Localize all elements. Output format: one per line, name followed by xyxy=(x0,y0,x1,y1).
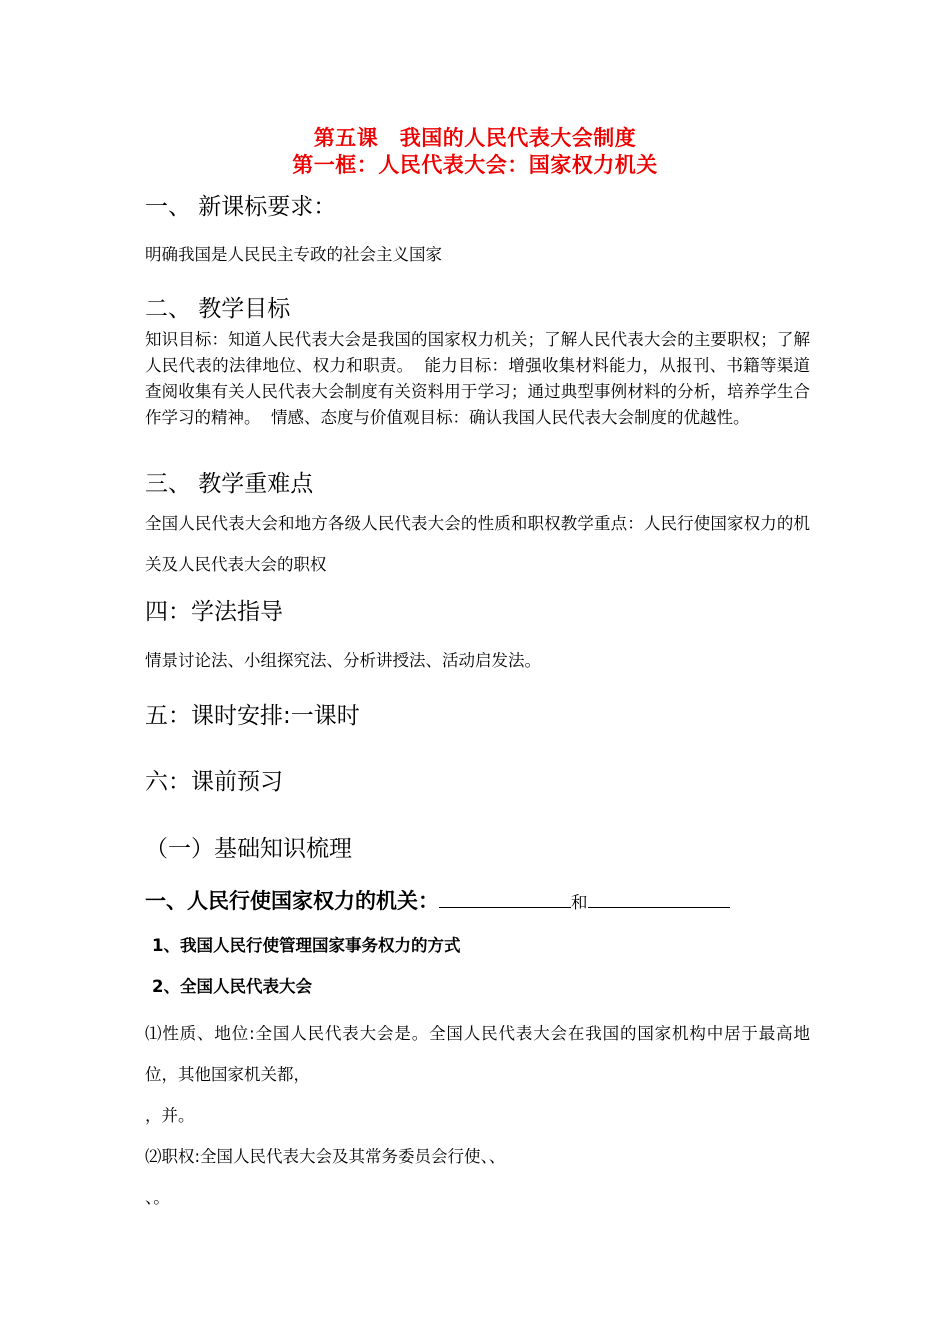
point-2: 2、全国人民代表大会 xyxy=(152,977,312,996)
section-title: 第一框：人民代表大会：国家权力机关 xyxy=(292,152,658,177)
period: 。 xyxy=(153,1188,170,1207)
curriculum-requirements-text: 明确我国是人民民主专政的社会主义国家 xyxy=(145,245,442,264)
fill-in-power-organs xyxy=(145,885,730,915)
lesson-title: 第五课 我国的人民代表大会制度 xyxy=(313,125,637,150)
separator: 、 xyxy=(488,1147,506,1166)
heading-teaching-objectives: 二、 教学目标 xyxy=(145,296,291,322)
period: 。 xyxy=(178,1106,195,1125)
blank-field[interactable] xyxy=(439,890,571,908)
heading-key-points: 三、 教学重难点 xyxy=(145,471,314,497)
ability-objective: 能力目标：增强收集材料能力，从报刊、书籍等渠道查阅收集有关人民代表大会制度有关资料用于学习；通过典型事例材料的分析，培养学生合作学习的精神。 xyxy=(145,356,811,427)
teaching-objectives-text xyxy=(145,327,810,431)
power-organs-label: 一、人民行使国家权力的机关： xyxy=(145,889,439,913)
heading-curriculum-requirements: 一、 新课标要求： xyxy=(145,194,337,220)
point-1: 1、我国人民行使管理国家事务权力的方式 xyxy=(152,936,461,955)
separator: 、 xyxy=(145,1188,154,1207)
blank-field[interactable] xyxy=(588,890,730,908)
nature-status-middle: 。全国人民代表大会在我国的国家机构中居于最高地位，其他国家机关都 xyxy=(145,1024,810,1084)
emotion-objective: 情感、态度与价值观目标：确认我国人民代表大会制度的优越性。 xyxy=(271,408,750,427)
powers-paragraph xyxy=(145,1136,810,1218)
study-methods-text: 情景讨论法、小组探究法、分析讲授法、活动启发法。 xyxy=(145,651,541,670)
and-text: ，并 xyxy=(145,1106,178,1125)
key-points-text: 全国人民代表大会和地方各级人民代表大会的性质和职权教学重点：人民行使国家权力的机关及人民代表大会的职权 xyxy=(145,514,810,574)
knowledge-objective: 知识目标：知道人民代表大会是我国的国家权力机关；了解人民代表大会的主要职权；了解人民代表的法律地位、权力和职责。 xyxy=(145,330,810,375)
connector-and: 和 xyxy=(571,893,588,912)
nature-status-paragraph xyxy=(145,1013,810,1136)
separator: 、 xyxy=(480,1147,489,1166)
comma: ， xyxy=(293,1065,310,1084)
powers-prefix: ⑵职权:全国人民代表大会及其常务委员会行使 xyxy=(145,1147,481,1166)
heading-study-methods: 四：学法指导 xyxy=(145,599,283,625)
heading-class-hours: 五：课时安排:一课时 xyxy=(145,703,360,729)
subheading-basic-knowledge: （一）基础知识梳理 xyxy=(145,836,352,862)
nature-status-prefix: ⑴性质、地位:全国人民代表大会是 xyxy=(145,1024,412,1043)
heading-preview: 六：课前预习 xyxy=(145,769,283,795)
